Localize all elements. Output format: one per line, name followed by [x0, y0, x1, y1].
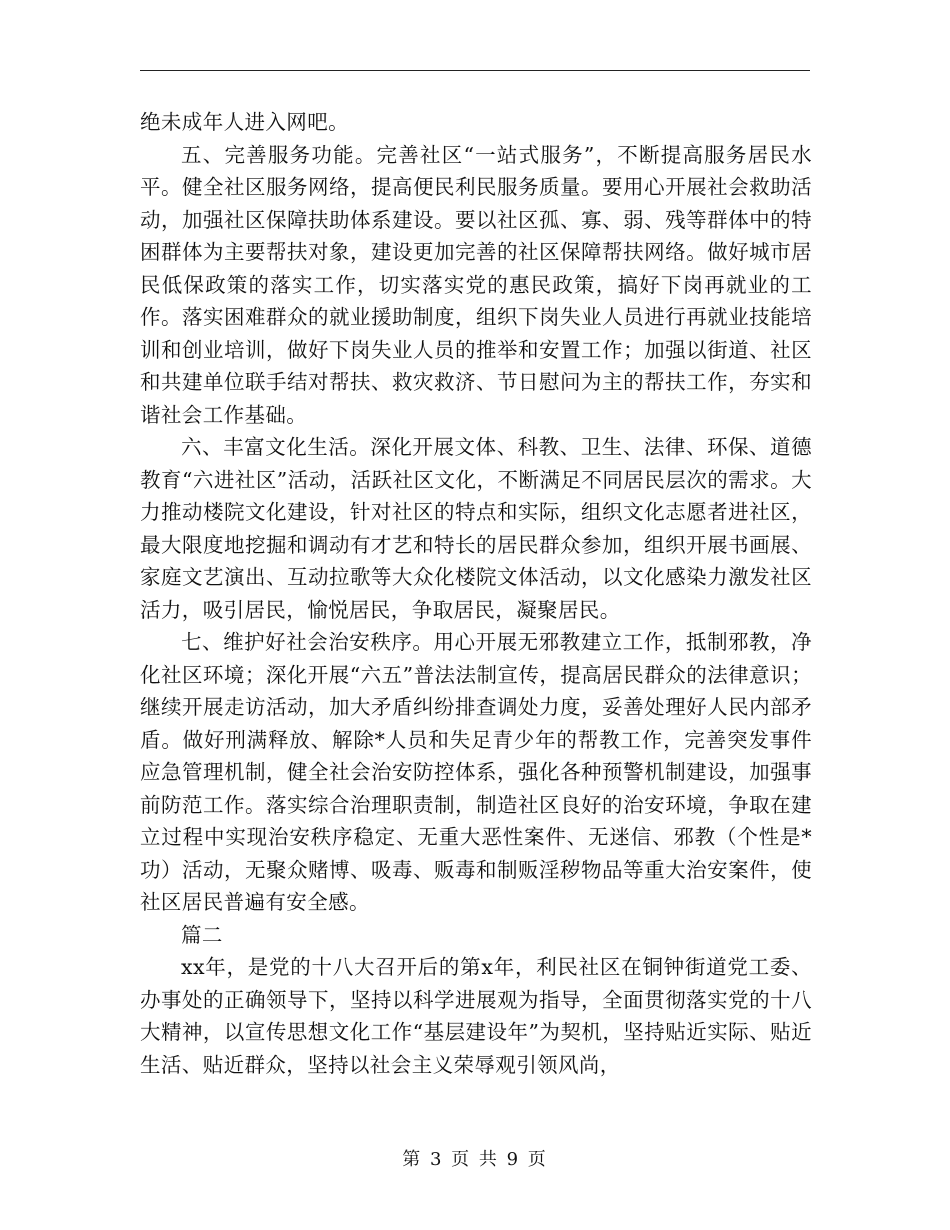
paragraph-section-seven: 七、维护好社会治安秩序。用心开展无邪教建立工作，抵制邪教，净化社区环境；深化开展“六五”普法法制宣传，提高居民群众的法律意识；继续开展走访活动，加大矛盾纠纷排查调处力度，妥善处理好人民内部矛盾。做好刑满释放、解除*人员和失足青少年的帮教工作，完善突发事件应急管理机制，健全社会治安防控体系，强化各种预警机制建设，加强事前防范工作。落实综合治理职责制，制造社区良好的治安环境，争取在建立过程中实现治安秩序稳定、无重大恶性案件、无迷信、邪教（个性是*功）活动，无聚众赌博、吸毒、贩毒和制贩淫秽物品等重大治安案件，使社区居民普遍有安全感。 — [140, 630, 812, 914]
paragraph-section-five: 五、完善服务功能。完善社区“一站式服务”，不断提高服务居民水平。健全社区服务网络，提高便民利民服务质量。要用心开展社会救助活动，加强社区保障扶助体系建设。要以社区孤、寡、弱、残等群体中的特困群体为主要帮扶对象，建设更加完善的社区保障帮扶网络。做好城市居民低保政策的落实工作，切实落实党的惠民政策，搞好下岗再就业的工作。落实困难群众的就业援助制度，组织下岗失业人员进行再就业技能培训和创业培训，做好下岗失业人员的推举和安置工作；加强以街道、社区和共建单位联手结对帮扶、救灾救济、节日慰问为主的帮扶工作，夯实和谐社会工作基础。 — [140, 142, 812, 427]
document-body — [140, 106, 812, 1081]
paragraph-part-two-intro: xx年，是党的十八大召开后的第x年，利民社区在铜钟街道党工委、办事处的正确领导下，坚持以科学进展观为指导，全面贯彻落实党的十八大精神，以宣传思想文化工作“基层建设年”为契机，坚持贴近实际、贴近生活、贴近群众，坚持以社会主义荣辱观引领风尚， — [140, 955, 812, 1077]
page-number-footer: 第 3 页 共 9 页 — [402, 1149, 548, 1170]
paragraph-continuation: 绝未成年人进入网吧。 — [140, 110, 349, 134]
section-heading-part-two: 篇二 — [181, 922, 223, 947]
header-rule — [140, 70, 810, 71]
paragraph-section-six: 六、丰富文化生活。深化开展文体、科教、卫生、法律、环保、道德教育“六进社区”活动，活跃社区文化，不断满足不同居民层次的需求。大力推动楼院文化建设，针对社区的特点和实际，组织文化志愿者进社区，最大限度地挖掘和调动有才艺和特长的居民群众参加，组织开展书画展、家庭文艺演出、互动拉歌等大众化楼院文体活动，以文化感染力激发社区活力，吸引居民，愉悦居民，争取居民，凝聚居民。 — [140, 435, 812, 622]
